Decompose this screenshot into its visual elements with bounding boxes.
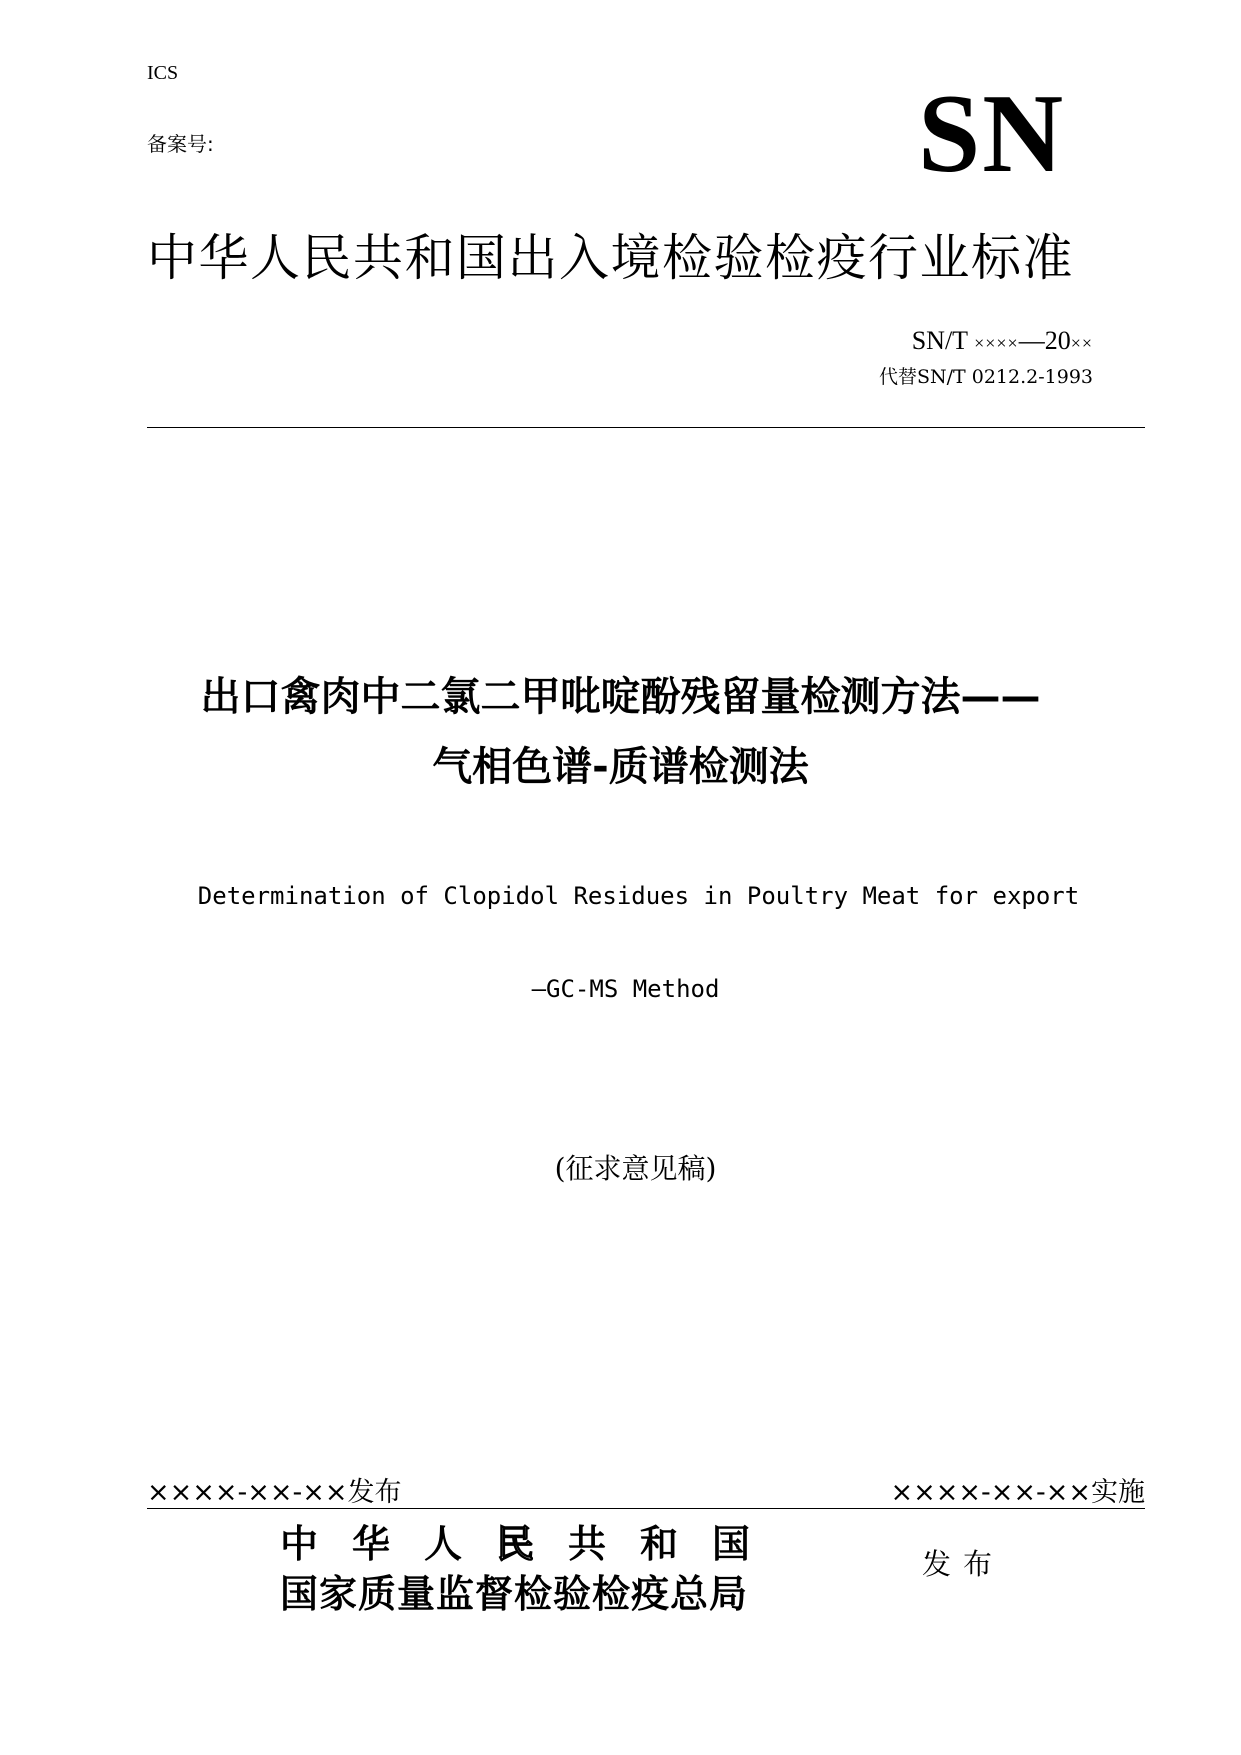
issuer-line-2: 国家质量监督检验检疫总局 (280, 1571, 749, 1616)
publish-label: 发布 (922, 1547, 1005, 1581)
chinese-title-line-1: 出口禽肉中二氯二甲吡啶酚残留量检测方法—— (200, 674, 1041, 720)
issuer-line-1-part-2: 共和国 (568, 1521, 785, 1566)
issuer-line-1 (280, 1513, 784, 1568)
standard-number-prefix: SN/T (911, 326, 975, 355)
standard-number-dash: —20 (1018, 326, 1071, 355)
standard-number-placeholder-2: ×× (1070, 333, 1093, 353)
issuer-line-1-part-1: 中华人 (280, 1521, 497, 1566)
top-divider (147, 427, 1145, 428)
sn-logo: SN (918, 72, 1066, 196)
english-title-line-1: Determination of Clopidol Residues in Poultry Meat for export (197, 882, 1080, 910)
chinese-title-line-2: 气相色谱-质谱检测法 (432, 744, 809, 790)
issuer-line-1-hollow-char: 民 (496, 1521, 569, 1566)
implementation-date: ××××-××-××实施 (890, 1477, 1145, 1508)
standard-category-title: 中华人民共和国出入境检验检疫行业标准 (147, 229, 1074, 287)
standard-number-placeholder-1: ×××× (974, 333, 1019, 353)
draft-note: (征求意见稿) (554, 1152, 717, 1185)
bottom-divider (147, 1508, 1145, 1509)
issue-date: ××××-××-××发布 (147, 1477, 402, 1508)
english-title-line-2: —GC-MS Method (531, 975, 720, 1003)
standard-number (912, 326, 1093, 356)
replaces-standard: 代替SN/T 0212.2-1993 (878, 366, 1093, 388)
ics-label: ICS (147, 62, 179, 84)
filing-number-label: 备案号: (147, 132, 214, 156)
